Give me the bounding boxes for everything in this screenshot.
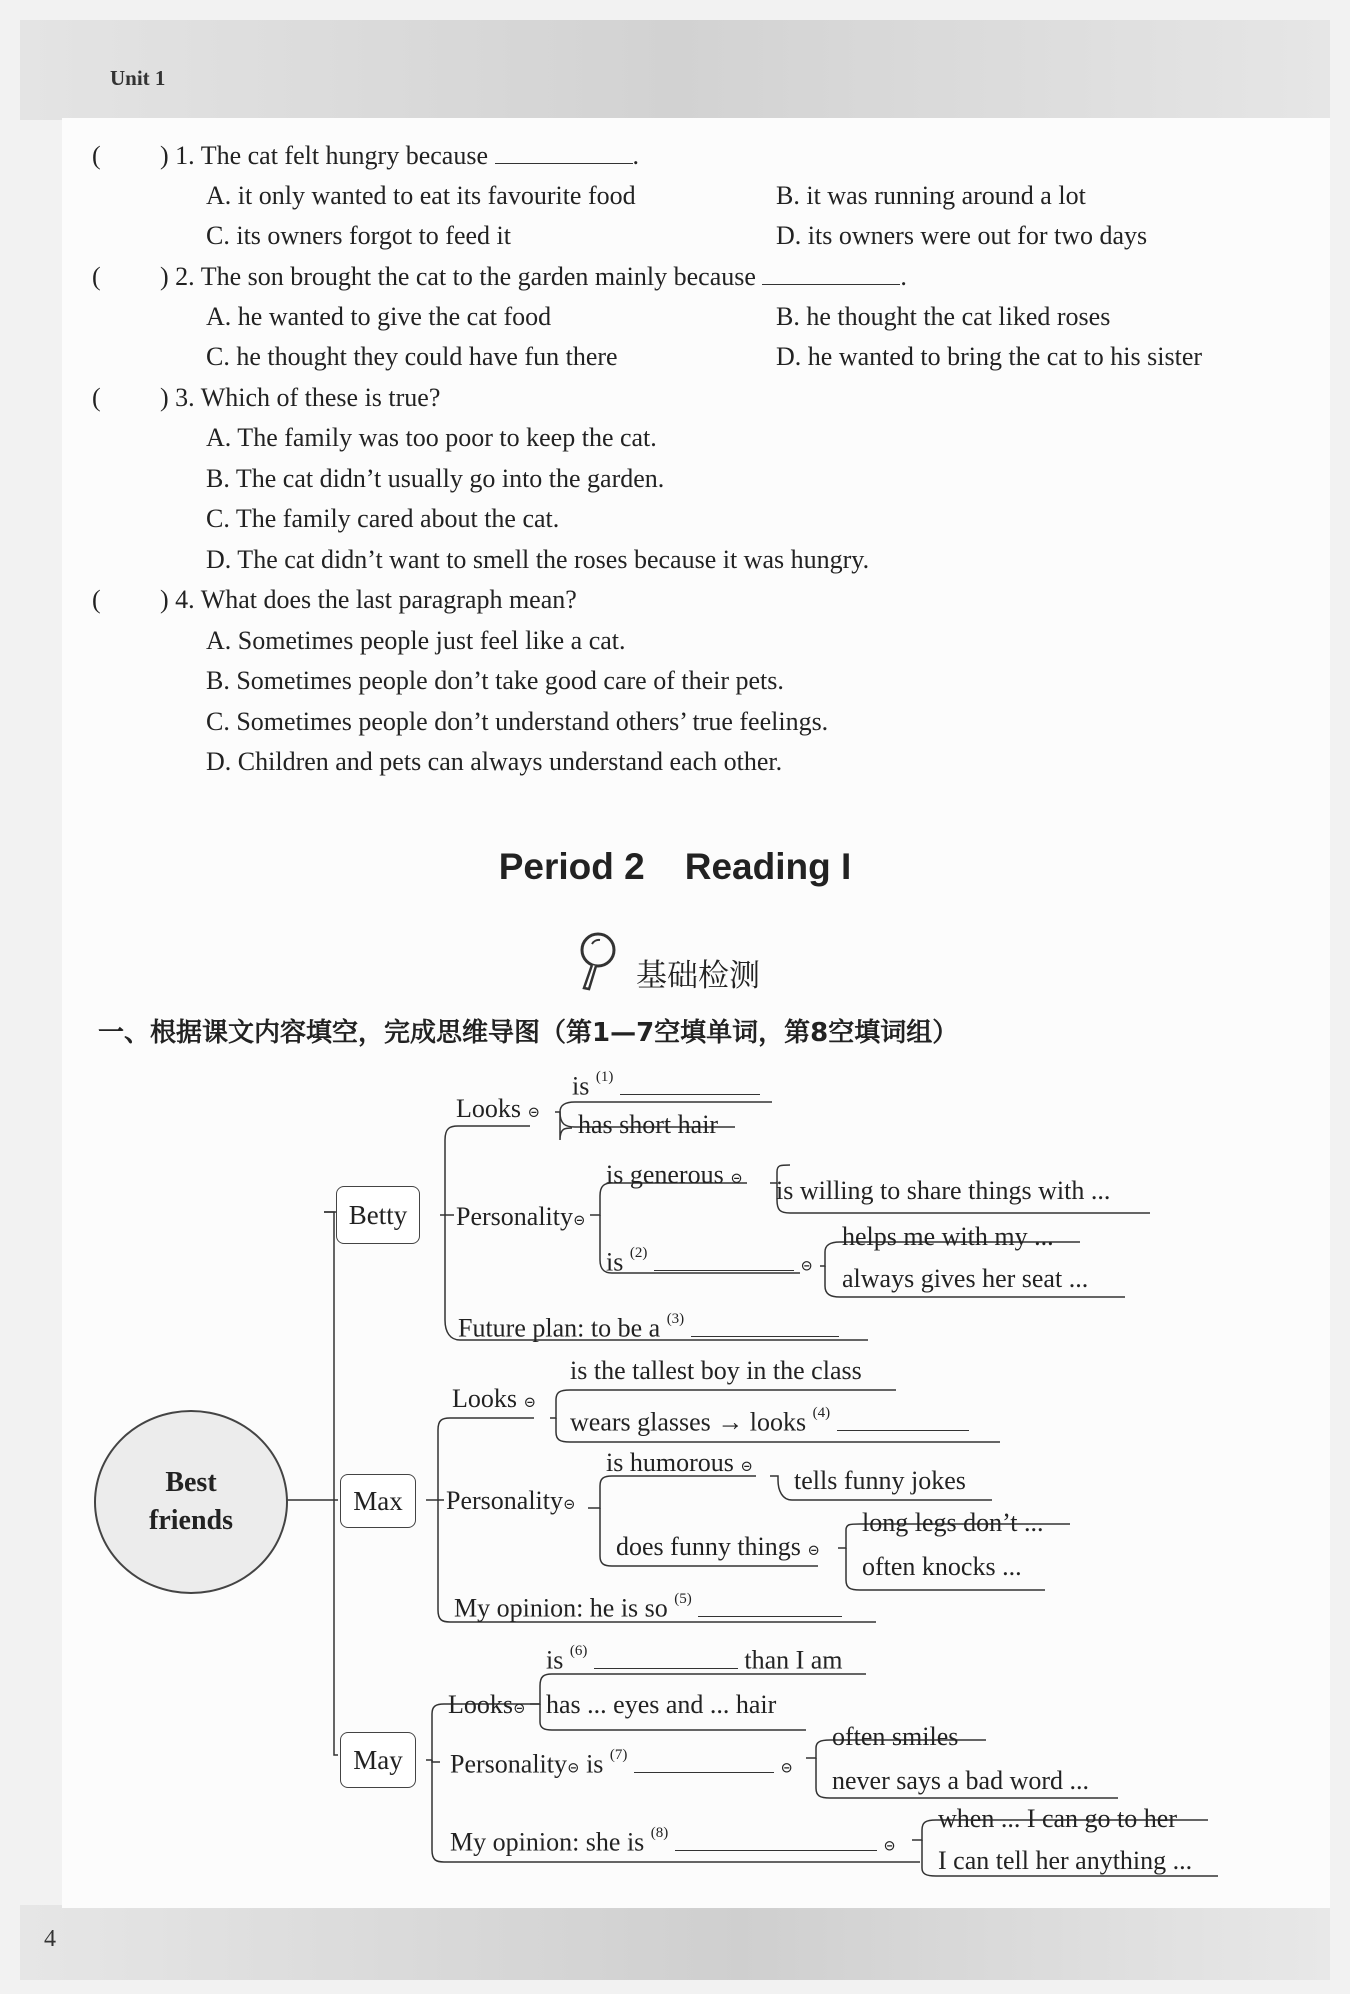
max-legs: long legs don’t ...	[862, 1508, 1044, 1537]
question-4-stem: ) 4. What does the last paragraph mean?	[160, 585, 577, 614]
node-betty: Betty	[336, 1186, 420, 1244]
blank-1[interactable]	[620, 1072, 760, 1095]
betty-willing: is willing to share things with ...	[776, 1176, 1111, 1205]
betty-generous: is generous ⊝	[606, 1160, 743, 1189]
question-1-stem: ) 1. The cat felt hungry because .	[160, 141, 639, 170]
node-may: May	[340, 1732, 416, 1788]
question-3-stem: ) 3. Which of these is true?	[160, 383, 441, 412]
question-2-stem: ) 2. The son brought the cat to the garden mainly because .	[160, 262, 907, 291]
max-looks: Looks ⊝	[452, 1384, 537, 1413]
option: C. The family cared about the cat.	[206, 504, 560, 533]
period-title: Period 2 Reading I	[498, 846, 852, 887]
max-jokes: tells funny jokes	[794, 1466, 966, 1495]
may-when: when ... I can go to her	[938, 1804, 1177, 1833]
blank-3[interactable]	[691, 1314, 839, 1337]
node-max: Max	[340, 1474, 416, 1528]
option: B. Sometimes people don’t take good care of their pets.	[206, 666, 784, 695]
option: D. Children and pets can always understand each other.	[206, 747, 783, 776]
blank-8[interactable]	[675, 1828, 877, 1851]
may-smiles: often smiles	[832, 1722, 959, 1751]
unit-label: Unit 1	[110, 66, 166, 90]
blank-6[interactable]	[594, 1646, 738, 1669]
answer-paren: (	[92, 262, 101, 291]
may-looks: Looks⊝	[448, 1690, 526, 1719]
answer-paren: (	[92, 585, 101, 614]
may-bad: never says a bad word ...	[832, 1766, 1090, 1795]
max-tallest: is the tallest boy in the class	[570, 1356, 862, 1385]
option: B. The cat didn’t usually go into the garden.	[206, 464, 665, 493]
may-tell: I can tell her anything ...	[938, 1846, 1193, 1875]
max-glasses: wears glasses → looks $^{(4)}$	[570, 1402, 969, 1438]
option: A. it only wanted to eat its favourite food	[206, 181, 636, 210]
answer-paren: (	[92, 383, 101, 412]
max-opinion: My opinion: he is so $^{(5)}$	[454, 1588, 842, 1624]
option: A. The family was too poor to keep the cat.	[206, 423, 657, 452]
max-humorous: is humorous ⊝	[606, 1448, 753, 1477]
option: D. The cat didn’t want to smell the roses because it was hungry.	[206, 545, 870, 574]
subheading: 基础检测	[636, 958, 760, 994]
betty-is2: is $^{(2)}$ ⊝	[606, 1245, 813, 1277]
option: D. its owners were out for two days	[776, 221, 1148, 250]
may-eyes: has ... eyes and ... hair	[546, 1690, 777, 1719]
may-opinion: My opinion: she is $^{(8)}$ ⊝	[450, 1825, 896, 1857]
option: A. he wanted to give the cat food	[206, 302, 552, 331]
betty-future: Future plan: to be a $^{(3)}$	[458, 1308, 839, 1344]
option: A. Sometimes people just feel like a cat.	[206, 626, 626, 655]
may-personality: Personality⊝ is $^{(7)}$ ⊝	[450, 1747, 793, 1779]
max-knocks: often knocks ...	[862, 1552, 1022, 1581]
section-title: 一、根据课文内容填空，完成思维导图（第1—7空填单词，第8空填词组）	[98, 1018, 959, 1048]
blank-2[interactable]	[654, 1248, 794, 1271]
answer-paren: (	[92, 141, 101, 170]
betty-personality: Personality⊝	[456, 1202, 586, 1231]
betty-looks: Looks ⊝	[456, 1094, 541, 1123]
option: D. he wanted to bring the cat to his sister	[776, 342, 1203, 371]
blank-4[interactable]	[837, 1408, 969, 1431]
option: B. he thought the cat liked roses	[776, 302, 1111, 331]
may-is: is $^{(6)}$ than I am	[546, 1643, 843, 1675]
option: C. its owners forgot to feed it	[206, 221, 511, 250]
betty-seat: always gives her seat ...	[842, 1264, 1089, 1293]
option: C. he thought they could have fun there	[206, 342, 618, 371]
center-node: Best friends	[94, 1410, 288, 1594]
max-personality: Personality⊝	[446, 1486, 576, 1515]
blank-5[interactable]	[698, 1594, 842, 1617]
blank-7[interactable]	[634, 1750, 774, 1773]
option: B. it was running around a lot	[776, 181, 1086, 210]
betty-helps: helps me with my ...	[842, 1222, 1054, 1251]
option: C. Sometimes people don’t understand others’ true feelings.	[206, 707, 829, 736]
max-funny: does funny things ⊝	[616, 1532, 820, 1561]
betty-hair: has short hair	[578, 1110, 719, 1139]
betty-is: is $^{(1)}$	[572, 1066, 760, 1102]
page-number: 4	[44, 1926, 56, 1952]
